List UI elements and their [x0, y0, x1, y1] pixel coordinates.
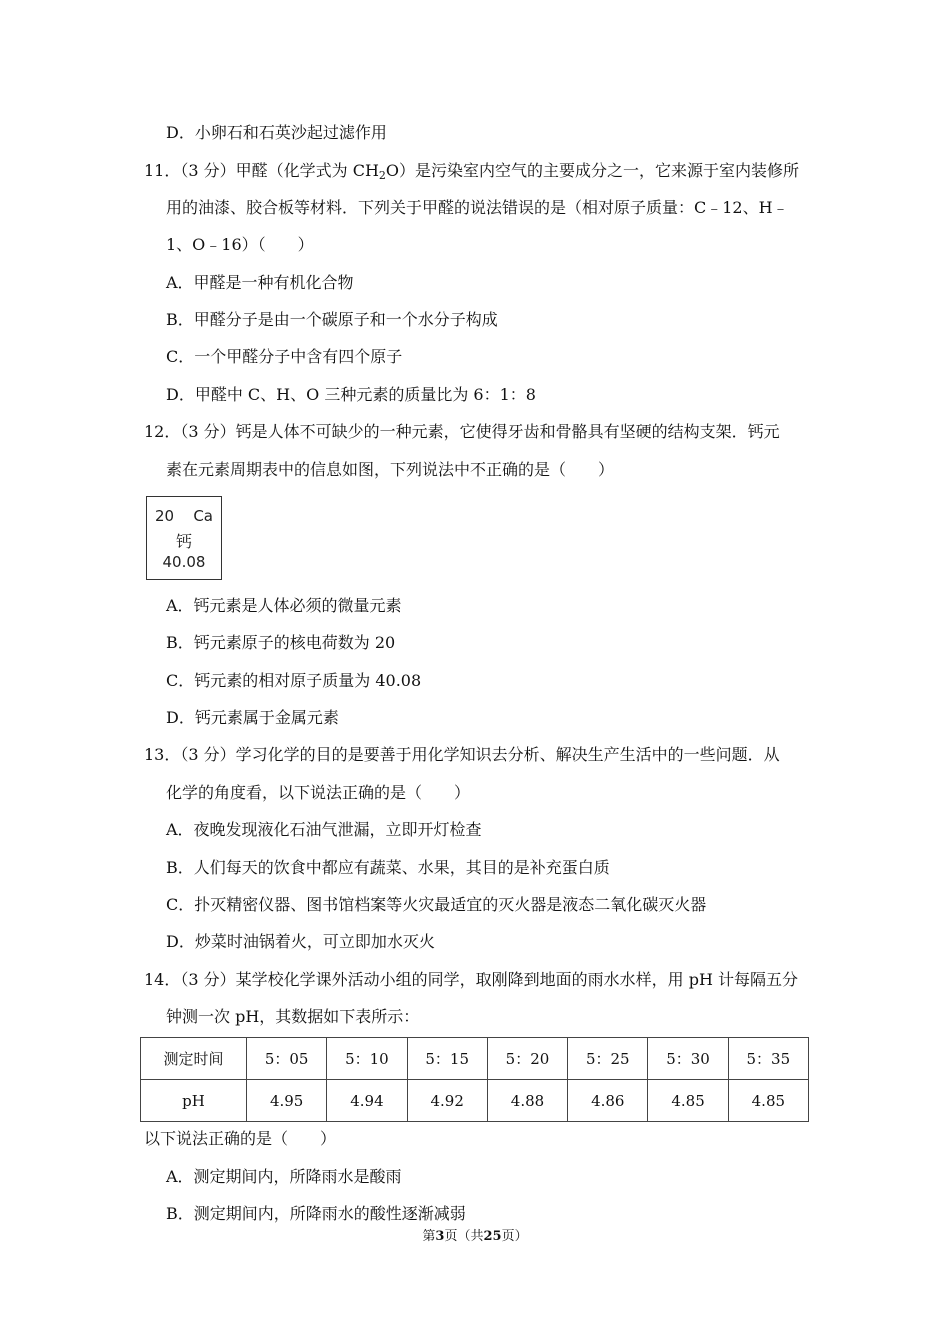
- ph-cell: 4.88: [487, 1080, 567, 1122]
- footer-total-pages: 25: [483, 1229, 502, 1244]
- page-footer: [0, 1228, 950, 1246]
- table-row: [141, 1080, 809, 1122]
- q11-stem-part2: O）是污染室内空气的主要成分之一，它来源于室内装修所: [385, 161, 800, 180]
- q12-stem-line1: 12．（3 分）钙是人体不可缺少的一种元素，它使得牙齿和骨骼具有坚硬的结构支架．钙元: [144, 422, 780, 441]
- q14-option-a: A．测定期间内，所降雨水是酸雨: [166, 1167, 402, 1186]
- calcium-element-card: [146, 496, 222, 580]
- footer-prefix: 第: [422, 1229, 436, 1244]
- q13-option-d: D．炒菜时油锅着火，可立即加水灭火: [166, 932, 435, 951]
- q12-stem-line2: 素在元素周期表中的信息如图，下列说法中不正确的是（ ）: [166, 460, 615, 479]
- element-name: 钙: [175, 532, 192, 551]
- footer-page-number: 3: [435, 1229, 445, 1244]
- ph-cell: 4.85: [728, 1080, 808, 1122]
- q11-stem-line3: 1、O﹣16）（ ）: [166, 235, 314, 254]
- q14-stem-line2: 钟测一次 pH，其数据如下表所示：: [166, 1007, 420, 1026]
- q13-stem-line2: 化学的角度看，以下说法正确的是（ ）: [166, 783, 471, 802]
- q12-option-c: C．钙元素的相对原子质量为 40.08: [166, 671, 422, 690]
- q14-stem-line1: 14．（3 分）某学校化学课外活动小组的同学，取刚降到地面的雨水水样，用 pH 计每隔五分: [144, 970, 798, 989]
- q13-option-b: B．人们每天的饮食中都应有蔬菜、水果，其目的是补充蛋白质: [166, 858, 610, 877]
- q11-option-d: D．甲醛中 C、H、O 三种元素的质量比为 6：1：8: [166, 385, 536, 404]
- element-symbol: Ca: [193, 507, 213, 525]
- q13-option-a: A．夜晚发现液化石油气泄漏，立即开灯检查: [166, 820, 482, 839]
- q12-option-d: D．钙元素属于金属元素: [166, 708, 339, 727]
- element-atomic-mass: 40.08: [162, 553, 206, 571]
- time-cell: 5：05: [247, 1038, 327, 1080]
- q11-option-a: A．甲醛是一种有机化合物: [166, 273, 354, 292]
- q11-stem-part1: 11．（3 分）甲醛（化学式为 CH: [144, 161, 379, 180]
- element-atomic-number: 20: [155, 507, 175, 525]
- table-header-cell: 测定时间: [141, 1038, 247, 1080]
- q14-option-b: B．测定期间内，所降雨水的酸性逐渐减弱: [166, 1204, 466, 1223]
- q11-option-c: C．一个甲醛分子中含有四个原子: [166, 347, 403, 366]
- ph-cell: 4.92: [407, 1080, 487, 1122]
- time-cell: 5：25: [568, 1038, 648, 1080]
- q12-option-b: B．钙元素原子的核电荷数为 20: [166, 633, 396, 652]
- q12-option-a: A．钙元素是人体必须的微量元素: [166, 596, 402, 615]
- ph-cell: 4.85: [648, 1080, 728, 1122]
- q10-option-d: D．小卵石和石英沙起过滤作用: [166, 123, 387, 142]
- q11-stem-line2: 用的油漆、胶合板等材料．下列关于甲醛的说法错误的是（相对原子质量：C﹣12、H﹣: [166, 198, 789, 217]
- time-cell: 5：10: [327, 1038, 407, 1080]
- q13-option-c: C．扑灭精密仪器、图书馆档案等火灾最适宜的灭火器是液态二氧化碳灭火器: [166, 895, 707, 914]
- footer-mid: 页（共: [444, 1229, 484, 1244]
- time-cell: 5：15: [407, 1038, 487, 1080]
- ph-cell: 4.95: [247, 1080, 327, 1122]
- ph-cell: 4.94: [327, 1080, 407, 1122]
- time-cell: 5：35: [728, 1038, 808, 1080]
- table-header-cell: pH: [141, 1080, 247, 1122]
- ph-cell: 4.86: [568, 1080, 648, 1122]
- ph-data-table: [140, 1037, 809, 1122]
- q11-stem: [144, 160, 799, 182]
- q11-option-b: B．甲醛分子是由一个碳原子和一个水分子构成: [166, 310, 498, 329]
- time-cell: 5：20: [487, 1038, 567, 1080]
- table-row: [141, 1038, 809, 1080]
- q14-after-table: 以下说法正确的是（ ）: [144, 1129, 337, 1148]
- q11-formula-subscript: 2: [378, 169, 386, 182]
- q13-stem-line1: 13．（3 分）学习化学的目的是要善于用化学知识去分析、解决生产生活中的一些问题．从: [144, 745, 780, 764]
- time-cell: 5：30: [648, 1038, 728, 1080]
- footer-suffix: 页）: [501, 1229, 528, 1244]
